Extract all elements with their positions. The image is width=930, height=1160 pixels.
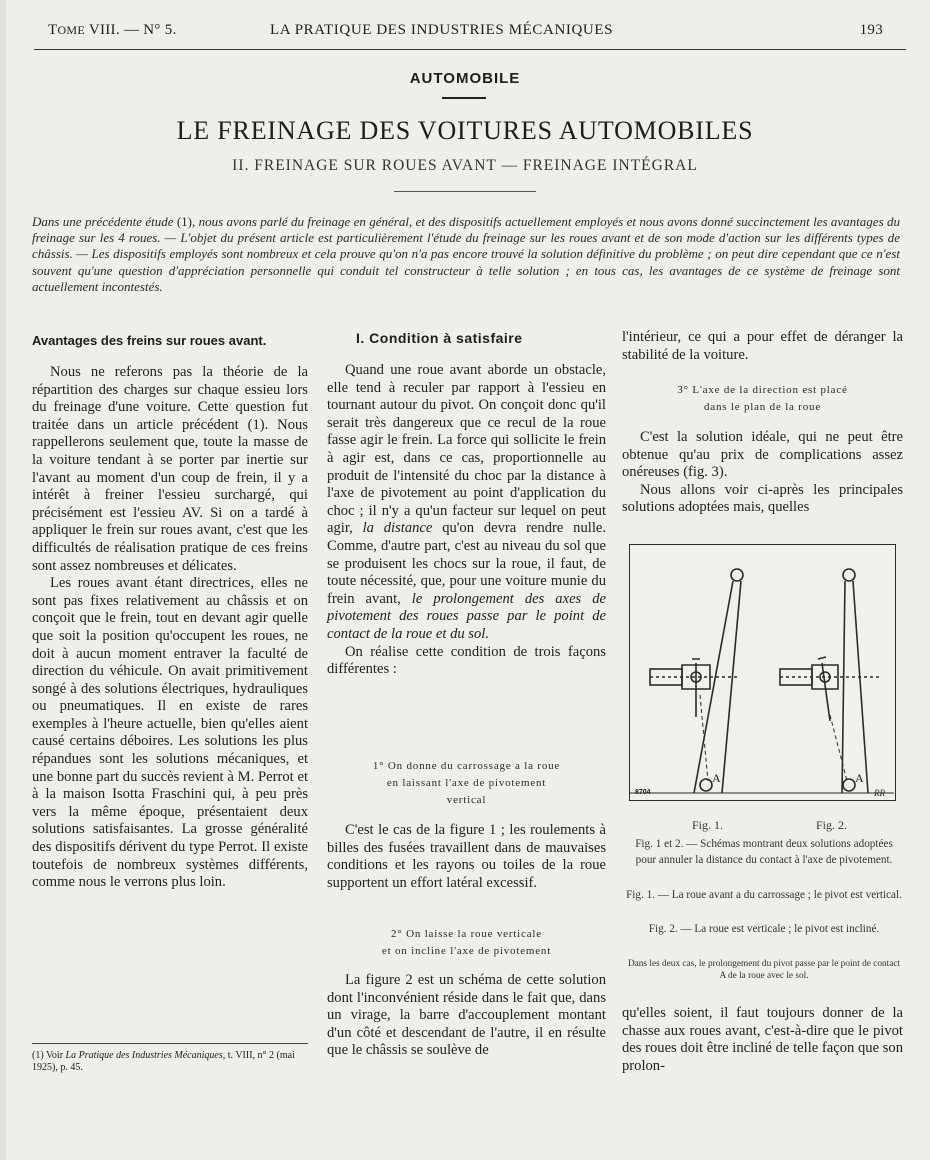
fig2-axle: [780, 669, 812, 685]
fig1-kingpin-top: [731, 569, 743, 581]
engraver-signature: RR: [874, 788, 885, 798]
column-3-cont: [622, 429, 903, 517]
figure-caption-fig2: Fig. 2. — La roue est verticale ; le pivot est incliné.: [648, 923, 880, 935]
col1-paragraph-1: Nous ne referons pas la théorie de la répartition des charges sur chaque essieu lors du freinage d'une voiture. Cette question fut traitée dans un article précédent (1). Nous rappellerons seulement que, toute la masse de la voiture tendant à se porter par inertie sur l'avant au moment d'un coup de frein, il y a intérêt à freiner l'essieu surchargé, qui précisément est l'essieu AV. Si on a tardé à appliquer le frein sur roues avant, c'est que les difficultés de réalisation pratique de ces freins sont assez nombreuses et délicates.: [32, 364, 308, 574]
journal-title: LA PRATIQUE DES INDUSTRIES MÉCANIQUES: [270, 22, 614, 38]
fig1-contact-circle: [700, 779, 712, 791]
figure-number: 8704: [635, 789, 651, 796]
fig2-point-a: A: [855, 771, 864, 785]
fig2-contact-circle: [843, 779, 855, 791]
footnote-rule: [32, 1043, 308, 1044]
column-2-end: [327, 972, 606, 1060]
figure-caption-note: Dans les deux cas, le prolongement du pivot passe par le point de contact A de la roue avec le sol.: [627, 959, 901, 981]
volume-issue: TOME VIII. — N° 5.: [48, 22, 177, 38]
article-title: LE FREINAGE DES VOITURES AUTOMOBILES: [176, 116, 754, 145]
footnote-ref: (1): [176, 214, 193, 229]
column-1: [32, 364, 308, 892]
column-3: [622, 329, 903, 364]
figure-caption-fig1: Fig. 1. — La roue avant a du carrossage ; le pivot est vertical.: [626, 889, 902, 901]
fig1-projection: [700, 695, 708, 781]
intro-paragraph: Dans une précédente étude (1), nous avons parlé du freinage en général, et des dispositifs actuellement employés et nous avons donné succinctement les avantages du freinage sur les 4 roues. — L'objet du présent article est particulièrement l'étude du freinage sur les roues avant et de son mode d'action sur les différents types de châssis. — Les dispositifs employés sont nombreux et cela prouve qu'on n'a pas encore trouvé la solution définitive du problème ; on peut dire cependant que ce n'est souvent qu'une question d'appréciation personnelle qui conduit tel constructeur à telle solution ; en tous cas, les avantages de ce système de freinage sont actuellement incontestés.: [32, 214, 900, 294]
article-subtitle: II. FREINAGE SUR ROUES AVANT — FREINAGE INTÉGRAL: [232, 157, 698, 174]
column-2-cont: [327, 822, 606, 892]
subheading-2: 2° On laisse la roue verticale et on incline l'axe de pivotement: [381, 928, 552, 957]
figure-caption-main: Fig. 1 et 2. — Schémas montrant deux solutions adoptées pour annuler la distance du contact à l'axe de pivotement.: [635, 838, 893, 866]
col3-paragraph-2: Nous allons voir ci-après les principales solutions adoptées mais, quelles: [622, 481, 903, 516]
fig1-axle: [650, 669, 682, 685]
fig2-kingpin-top: [843, 569, 855, 581]
col2-paragraph-2: On réalise cette condition de trois façons différentes :: [327, 643, 606, 678]
fig1-kingpin-axis: [692, 659, 700, 717]
col2-paragraph-4: La figure 2 est un schéma de cette solution dont l'inconvénient réside dans le fait que, dans un virage, la barre d'accouplement montant d'un côté et descendant de l'autre, il en résulte que le châssis se soulève de: [327, 972, 606, 1059]
fig2-label: Fig. 2.: [816, 818, 848, 832]
column-2: [327, 362, 606, 679]
footnote: (1) Voir La Pratique des Industries Mécaniques, t. VIII, n° 2 (mai 1925), p. 45.: [32, 1050, 295, 1073]
section-underline: [442, 97, 486, 99]
page-number: 193: [859, 22, 883, 38]
column1-heading: Avantages des freins sur roues avant.: [32, 333, 267, 348]
title-rule: [394, 191, 536, 192]
col3-paragraph-end: qu'elles soient, il faut toujours donner de la chasse aux roues avant, c'est-à-dire que le pivot des roues doit être incliné de telle façon que son prolon-: [622, 1005, 903, 1074]
col2-paragraph-3: C'est le cas de la figure 1 ; les roulements à billes des fusées travaillent dans de mauvaises conditions et les rayons ou toiles de la roue supportent un effort latéral excessif.: [327, 822, 606, 891]
col2-paragraph-1: Quand une roue avant aborde un obstacle, elle tend à reculer par rapport à l'essieu en tournant autour du pivot. On conçoit donc qu'il serait très dangereux que ce recul de la roue fasse agir le frein. La force qui sollicite le frein à agir est, dans ce cas, proportionnelle au produit de l'intensité du choc par la distance à l'axe de pivotement au point d'application du choc ; il n'y a qu'un facteur sur lequel on peut agir, la distance qu'on devra rendre nulle. Comme, d'autre part, c'est au niveau du sol que se produisent les chocs sur la roue, il faut, de toute nécessité, que, pour une voiture munie du frein avant, le prolongement des axes de pivotement des roues passe par le point de contact de la roue et du sol.: [327, 362, 606, 642]
section-heading: AUTOMOBILE: [409, 70, 521, 87]
running-header: [48, 22, 883, 46]
col1-paragraph-2: Les roues avant étant directrices, elles ne sont pas fixes relativement au châssis et on conçoit que le frein, tout en devant agir quelle que soit la position qu'occupent les roues, ne doit à aucun moment entraver la faculté de direction du véhicule. On avait primitivement songé à des solutions électriques, hydrauliques ou pneumatiques. Il en existe de rares exemples à l'heure actuelle, bien qu'elles aient causé certains déboires. Les solutions les plus répandues sont les solutions mécaniques, et une bonne part du succès revient à M. Perrot et à la maison Isotta Fraschini qui, à peu près vers la même époque, présentaient deux solutions satisfaisantes. La grosse généralité des dispositifs dérivent du type Perrot. Il existe toutefois de nombreux systèmes différents, comme nous le verrons plus loin.: [32, 575, 308, 891]
col3-paragraph-0: l'intérieur, ce qui a pour effet de déranger la stabilité de la voiture.: [622, 329, 903, 363]
col3-paragraph-1: C'est la solution idéale, qui ne peut être obtenue qu'au prix de complications assez onéreuses (fig. 3).: [622, 429, 903, 481]
column-3-end: [622, 1005, 903, 1075]
column2-heading: I. Condition à satisfaire: [356, 330, 523, 346]
figure-diagram: [630, 545, 894, 799]
figure-frame: [629, 544, 896, 801]
header-rule: [34, 49, 906, 50]
fig1-label: Fig. 1.: [692, 818, 724, 832]
fig2-wheel-outline: [842, 581, 868, 793]
fig1-wheel-outline: [694, 581, 741, 793]
subheading-3: 3° L'axe de la direction est placé dans le plan de la roue: [677, 384, 848, 413]
fig1-point-a: A: [712, 771, 721, 785]
subheading-1: 1° On donne du carrossage a la roue en laissant l'axe de pivotement vertical: [372, 760, 561, 806]
fig2-projection: [830, 715, 847, 781]
